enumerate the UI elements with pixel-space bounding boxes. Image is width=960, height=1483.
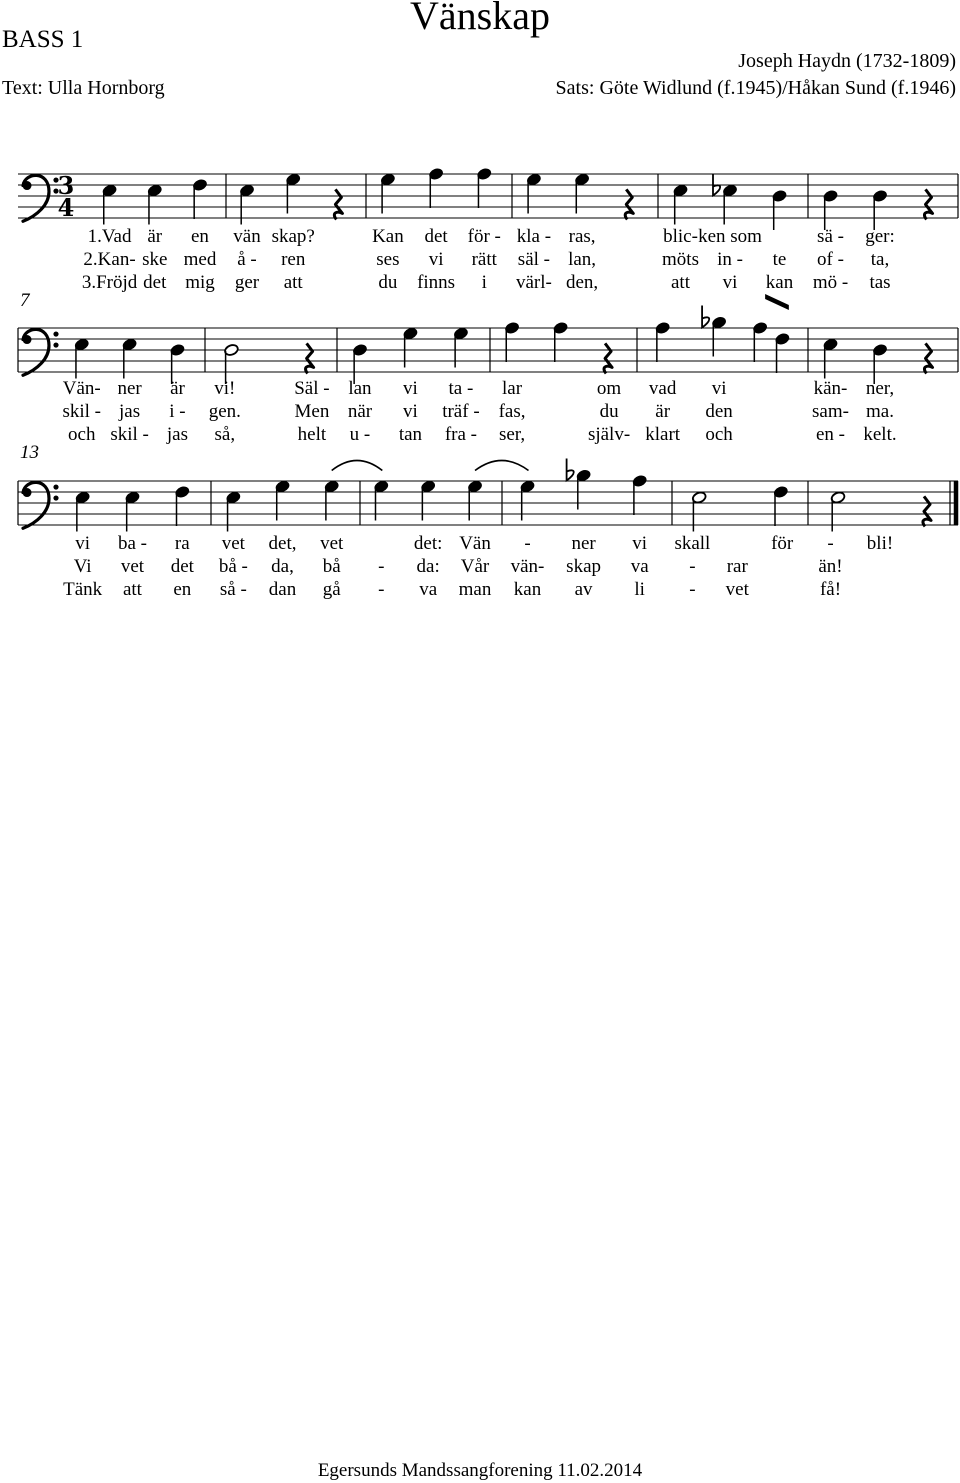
time-signature: 4 [57, 193, 75, 222]
lyric-syllable: gen. [208, 401, 241, 422]
lyric-syllable: i [481, 272, 487, 293]
lyric-syllable: lan, [568, 249, 597, 270]
lyric-syllable: - [827, 533, 834, 554]
lyric-syllable: skil - [110, 424, 149, 445]
lyric-syllable: mig [185, 272, 215, 293]
lyric-syllable: själv- [587, 424, 631, 445]
lyric-syllable: Vi [73, 556, 92, 577]
lyric-syllable: - [378, 556, 385, 577]
bass-clef-icon [53, 331, 58, 336]
arranger-credit: Sats: Göte Widlund (f.1945)/Håkan Sund (f.1946) [555, 77, 956, 99]
lyric-syllable: är [655, 401, 671, 422]
bass-clef-icon [23, 181, 32, 190]
lyric-syllable: vet [320, 533, 344, 554]
lyric-syllable: det [143, 272, 167, 293]
lyric-syllable: fas, [498, 401, 526, 422]
staff-system [18, 167, 958, 293]
lyric-syllable: va [419, 579, 438, 600]
lyric-syllable: va [630, 556, 649, 577]
lyric-syllable: kan [513, 579, 542, 600]
lyric-syllable: få! [819, 579, 842, 600]
bass-clef-icon [53, 484, 58, 489]
lyric-syllable: finns [417, 272, 456, 293]
lyric-syllable: det [170, 556, 194, 577]
lyric-syllable: - [689, 556, 696, 577]
lyric-syllable: vi [403, 401, 418, 422]
lyric-syllable: tan [398, 424, 423, 445]
lyric-syllable: skall [674, 533, 711, 554]
lyric-syllable: en [191, 226, 209, 247]
bass-clef-icon [23, 335, 32, 344]
lyric-syllable: när [347, 401, 373, 422]
lyric-syllable: ta - [448, 378, 474, 399]
measure-number: 7 [20, 290, 30, 311]
lyric-syllable: fra - [444, 424, 478, 445]
lyric-syllable: ner [571, 533, 596, 554]
bass-clef-icon [53, 495, 58, 500]
lyric-syllable: vet [221, 533, 245, 554]
lyric-syllable: ses [376, 249, 400, 270]
lyric-syllable: säl - [517, 249, 550, 270]
quarter-rest-icon [923, 496, 931, 526]
lyric-syllable: det, [268, 533, 297, 554]
lyric-syllable: och [705, 424, 733, 445]
lyric-syllable: den, [565, 272, 599, 293]
bass-clef-icon [23, 488, 32, 497]
lyric-syllable: gå [322, 579, 341, 600]
lyric-syllable: du [599, 401, 619, 422]
lyric-syllable: kla - [516, 226, 552, 247]
lyric-syllable: ras, [568, 226, 596, 247]
lyric-syllable: värl- [515, 272, 552, 293]
lyric-syllable: det: [413, 533, 443, 554]
lyric-syllable: bå [322, 556, 341, 577]
lyric-syllable: en [173, 579, 192, 600]
quarter-rest-icon [604, 343, 612, 373]
lyric-syllable: tas [869, 272, 891, 293]
bass-clef-icon [53, 342, 58, 347]
lyric-syllable: ma. [866, 401, 894, 422]
lyric-syllable: Vår [460, 556, 490, 577]
lyric-syllable: da, [271, 556, 294, 577]
lyric-syllable: ba - [117, 533, 147, 554]
lyric-syllable: man [458, 579, 492, 600]
lyric-syllable: Kan [372, 226, 404, 247]
lyric-syllable: kan [765, 272, 794, 293]
lyric-syllable: ske [142, 249, 168, 270]
lyric-syllable: jas [119, 401, 141, 422]
lyric-syllable: vi [722, 272, 738, 293]
quarter-rest-icon [334, 189, 342, 219]
staff-system [18, 294, 958, 445]
lyric-syllable: vet [120, 556, 145, 577]
lyric-syllable: att [122, 579, 142, 600]
page-title: Vänskap [410, 0, 550, 38]
lyric-syllable: jas [166, 424, 189, 445]
lyric-syllable: vad [648, 378, 677, 399]
lyric-syllable: klart [645, 424, 681, 445]
quarter-rest-icon [306, 343, 314, 373]
lyric-syllable: träf - [442, 401, 480, 422]
footer-credit: Egersunds Mandssangforening 11.02.2014 [317, 1460, 643, 1481]
lyric-syllable: te [772, 249, 787, 270]
lyric-syllable: av [574, 579, 593, 600]
composer-credit: Joseph Haydn (1732-1809) [738, 50, 956, 72]
lyric-syllable: om [596, 378, 622, 399]
lyric-syllable: rar [726, 556, 748, 577]
lyric-syllable: lar [502, 378, 523, 399]
lyric-syllable: in - [717, 249, 743, 270]
lyric-syllable: sä - [817, 226, 844, 247]
quarter-rest-icon [924, 189, 932, 219]
lyric-syllable: vet [725, 579, 749, 600]
lyric-syllable: li [634, 579, 645, 600]
lyric-syllable: rätt [471, 249, 497, 270]
lyric-syllable: du [378, 272, 398, 293]
lyric-syllable: - [378, 579, 385, 600]
lyric-syllable: skil - [62, 401, 102, 422]
lyric-syllable: vi [632, 533, 648, 554]
lyricist-credit: Text: Ulla Hornborg [2, 77, 165, 99]
lyric-syllable: ta, [870, 249, 890, 270]
lyric-syllable: skap [566, 556, 602, 577]
lyric-syllable: sam- [812, 401, 849, 422]
lyric-syllable: dan [268, 579, 297, 600]
lyric-syllable: Men [294, 401, 330, 422]
lyric-syllable: ner [117, 378, 142, 399]
time-signature: 3 [57, 171, 75, 200]
tie [332, 461, 383, 471]
lyric-syllable: för - [467, 226, 501, 247]
lyric-syllable: da: [416, 556, 440, 577]
lyric-syllable: det [424, 226, 448, 247]
lyric-syllable: 2.Kan- [83, 249, 136, 270]
lyric-syllable: i - [169, 401, 186, 422]
lyric-syllable: ser, [498, 424, 526, 445]
lyric-syllable: Tänk [63, 579, 103, 600]
lyric-syllable: vi! [214, 378, 236, 399]
lyric-syllable: of - [817, 249, 844, 270]
lyric-syllable: att [283, 272, 303, 293]
lyric-syllable: kän- [813, 378, 848, 399]
lyric-syllable: Vän- [62, 378, 101, 399]
lyric-syllable: så, [214, 424, 236, 445]
part-label: BASS 1 [2, 26, 84, 53]
lyric-syllable: vi [711, 378, 727, 399]
lyric-syllable: den [705, 401, 733, 422]
lyric-syllable: vän- [510, 556, 545, 577]
lyric-syllable: är [170, 378, 185, 399]
lyric-syllable: ken som [698, 226, 762, 247]
lyric-syllable: - [524, 533, 531, 554]
lyric-syllable: för [771, 533, 794, 554]
lyric-syllable: ner, [865, 378, 895, 399]
lyric-syllable: ger: [865, 226, 895, 247]
lyric-syllable: 1.Vad [87, 226, 132, 247]
lyric-syllable: är [147, 226, 163, 247]
lyric-syllable: möts [662, 249, 699, 270]
lyric-syllable: kelt. [863, 424, 897, 445]
lyric-syllable: skap? [271, 226, 315, 247]
lyric-syllable: med [183, 249, 217, 270]
lyric-syllable: ra [174, 533, 190, 554]
lyric-syllable: vi [403, 378, 418, 399]
lyric-syllable: och [68, 424, 96, 445]
lyric-syllable: bå - [218, 556, 248, 577]
lyric-syllable: blic- [663, 226, 698, 247]
lyric-syllable: en - [815, 424, 846, 445]
lyric-syllable: Vän [459, 533, 491, 554]
lyric-syllable: mö - [812, 272, 849, 293]
lyric-syllable: - [689, 579, 696, 600]
lyric-syllable: ger [234, 272, 260, 293]
measure-number: 13 [20, 442, 39, 463]
lyric-syllable: 3.Fröjd [81, 272, 138, 293]
tie [475, 461, 528, 471]
quarter-rest-icon [924, 343, 932, 373]
lyric-syllable: helt [297, 424, 327, 445]
lyric-syllable: å - [237, 249, 257, 270]
staff-system [18, 459, 958, 601]
lyric-syllable: vän [233, 226, 261, 247]
lyric-syllable: att [671, 272, 690, 293]
lyric-syllable: vi [428, 249, 444, 270]
flat-sign-icon [567, 459, 574, 481]
lyric-syllable: u - [349, 424, 371, 445]
lyric-syllable: ren [281, 249, 306, 270]
lyric-syllable: bli! [866, 533, 894, 554]
quarter-rest-icon [625, 189, 633, 219]
lyric-syllable: än! [818, 556, 843, 577]
flat-sign-icon [702, 306, 709, 328]
lyric-syllable: vi [75, 533, 91, 554]
lyric-syllable: så - [219, 579, 247, 600]
lyric-syllable: Säl - [294, 378, 330, 399]
beam [765, 294, 789, 310]
lyric-syllable: lan [348, 378, 372, 399]
